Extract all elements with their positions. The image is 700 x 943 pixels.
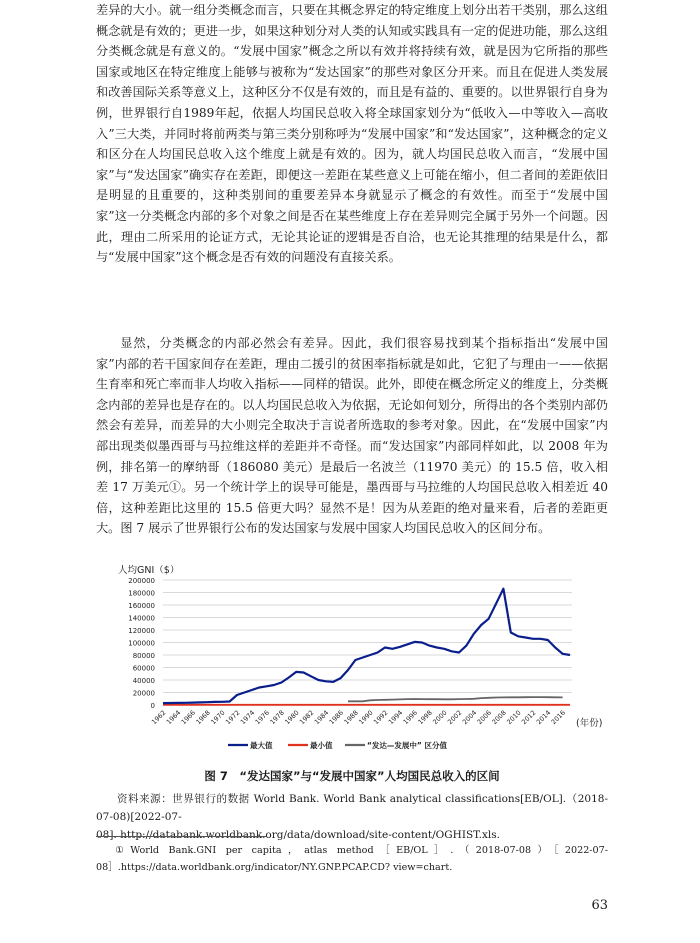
legend-label: 最小值: [310, 741, 333, 750]
legend: [228, 740, 447, 750]
x-tick-label: 2008: [490, 708, 508, 727]
x-tick-label: 2016: [549, 708, 568, 727]
paragraph-2: 显然，分类概念的内部必然会有差异。因此，我们很容易找到某个指标指出“发展中国家”内部的若干国家间存在差距，理由二援引的贫困率指标就是如此，它犯了与理由一——依据生育率和死亡率而非人均收入指标——同样的错误。此外，即使在概念所定义的维度上，分类概念内部的差异也是存在的。以人均国民总收入为依据，无论如何划分，所得出的各个类别内部仍然会有差异，而差异的大小则完全取决于言说者所选取的参考对象。因此，在“发展中国家”内部出现类似墨西哥与马拉维这样的差距并不奇怪。而“发达国家”内部同样如此，以 2008 年为例，排名第一的摩纳哥（186080 美元）是最后一名波兰（11970 美元）的 15.5 倍，收入相差 17 万美元①。另一个统计学上的误导可能是，墨西哥与马拉维的人均国民总收入相差近 40 倍，这种差距比这里的 15.5 倍更大吗？显然不是！因为从差距的绝对量来看，后者的差距更大。图 7 展示了世界银行公布的发达国家与发展中国家人均国民总收入的区间分布。: [96, 336, 608, 536]
body-text: [96, 0, 608, 268]
y-tick-label: 80000: [132, 652, 155, 660]
x-tick-label: 1972: [224, 708, 242, 727]
y-tick-labels: [128, 577, 155, 710]
x-tick-label: 1976: [253, 708, 272, 727]
x-tick-label: 2010: [505, 708, 523, 727]
x-tick-label: 2002: [446, 708, 464, 727]
y-tick-label: 0: [150, 702, 155, 710]
x-tick-label: 1994: [386, 708, 405, 727]
y-tick-label: 20000: [132, 689, 155, 698]
y-tick-label: 200000: [128, 577, 155, 585]
series-line-2: [348, 697, 563, 701]
footnote-divider: [96, 836, 266, 837]
y-axis-label: 人均GNI（$）: [118, 565, 180, 576]
y-tick-label: 140000: [128, 614, 155, 623]
figure-caption: 图 7 “发达国家”与“发展中国家”人均国民总收入的区间: [204, 769, 500, 783]
source-line-1: 资料来源：世界银行的数据 World Bank. World Bank analytical classifications[EB/OL].（2018-07-08)[2022-07-: [96, 793, 608, 823]
x-tick-label: 1988: [342, 708, 360, 727]
x-tick-label: 1962: [150, 708, 168, 727]
y-tick-label: 120000: [128, 627, 155, 635]
y-tick-label: 60000: [132, 664, 155, 673]
x-tick-label: 1992: [372, 708, 390, 727]
x-tick-label: 2000: [431, 708, 449, 727]
x-tick-label: 1968: [194, 708, 212, 727]
x-tick-label: 1986: [327, 708, 346, 727]
y-tick-label: 40000: [132, 677, 155, 685]
legend-item: [345, 740, 447, 750]
x-tick-label: 2012: [520, 708, 538, 727]
x-tick-label: 2014: [534, 708, 553, 727]
legend-item: [228, 740, 273, 750]
x-tick-label: 2004: [460, 708, 479, 727]
gridlines: [163, 580, 572, 693]
x-tick-label: 1978: [268, 708, 286, 727]
x-tick-label: 1970: [209, 708, 227, 727]
y-tick-label: 100000: [128, 639, 155, 648]
y-tick-label: 160000: [128, 602, 155, 610]
series-line-0: [163, 589, 570, 703]
page-number: 63: [591, 898, 608, 913]
y-tick-label: 180000: [128, 589, 155, 598]
legend-label: 最大值: [250, 741, 273, 750]
x-tick-label: 1980: [283, 708, 301, 727]
x-tick-label: 1966: [179, 708, 198, 727]
legend-item: [288, 740, 333, 750]
x-tick-labels: [150, 709, 567, 726]
x-tick-label: 1998: [416, 708, 434, 727]
x-tick-label: 1984: [312, 708, 331, 727]
x-axis-label: (年份): [576, 718, 603, 729]
x-tick-label: 1990: [357, 708, 375, 727]
x-tick-label: 1974: [238, 708, 257, 727]
x-tick-label: 1982: [298, 708, 316, 727]
line-chart: [100, 565, 610, 760]
x-tick-label: 2006: [475, 708, 494, 727]
footnote: ①World Bank.GNI per capita，atlas method［EB/OL］.（2018-07-08）［2022-07-08］.https://data.worldbank.org/indicator/NY.GNP.PCAP.CD? view=chart.: [96, 845, 608, 873]
figure-7-chart: [100, 565, 610, 760]
source-line-2: 08]. http://databank.worldbank.org/data/download/site-content/OGHIST.xls.: [96, 829, 500, 841]
legend-label: “发达—发展中” 区分值: [367, 741, 447, 750]
x-tick-label: 1996: [401, 708, 420, 727]
series-lines: [163, 589, 570, 705]
body-text-2: [96, 333, 608, 539]
x-tick-label: 1964: [164, 708, 183, 727]
paragraph-1: 差异的大小。就一组分类概念而言，只要在其概念界定的特定维度上划分出若干类别，那么这组概念就是有效的；更进一步，如果这种划分对人类的认知或实践具有一定的促进功能，那么这组分类概念就是有意义的。“发展中国家”概念之所以有效并将持续有效，就是因为它所指的那些国家或地区在特定维度上能够与被称为“发达国家”的那些对象区分开来。而且在促进人类发展和改善国际关系等意义上，这种区分不仅是有效的，而且是有益的、重要的。以世界银行自身为例，世界银行自1989年起，依据人均国民总收入将全球国家划分为“低收入—中等收入—高收入”三大类，并同时将前两类与第三类分别称呼为“发展中国家”和“发达国家”，这种概念的定义和区分在人均国民总收入这个维度上就是有效的。因为，就人均国民总收入而言，“发展中国家”与“发达国家”确实存在差距，即便这一差距在某些意义上可能在缩小，但二者间的差距依旧是明显的且重要的，这种类别间的重要差异本身就显示了概念的有效性。而至于“发展中国家”这一分类概念内部的多个对象之间是否在某些维度上存在差异则完全属于另外一个问题。因此，理由二所采用的论证方式，无论其论证的逻辑是否自洽，也无论其推理的结果是什么，都与“发展中国家”这个概念是否有效的问题没有直接关系。: [96, 3, 608, 265]
